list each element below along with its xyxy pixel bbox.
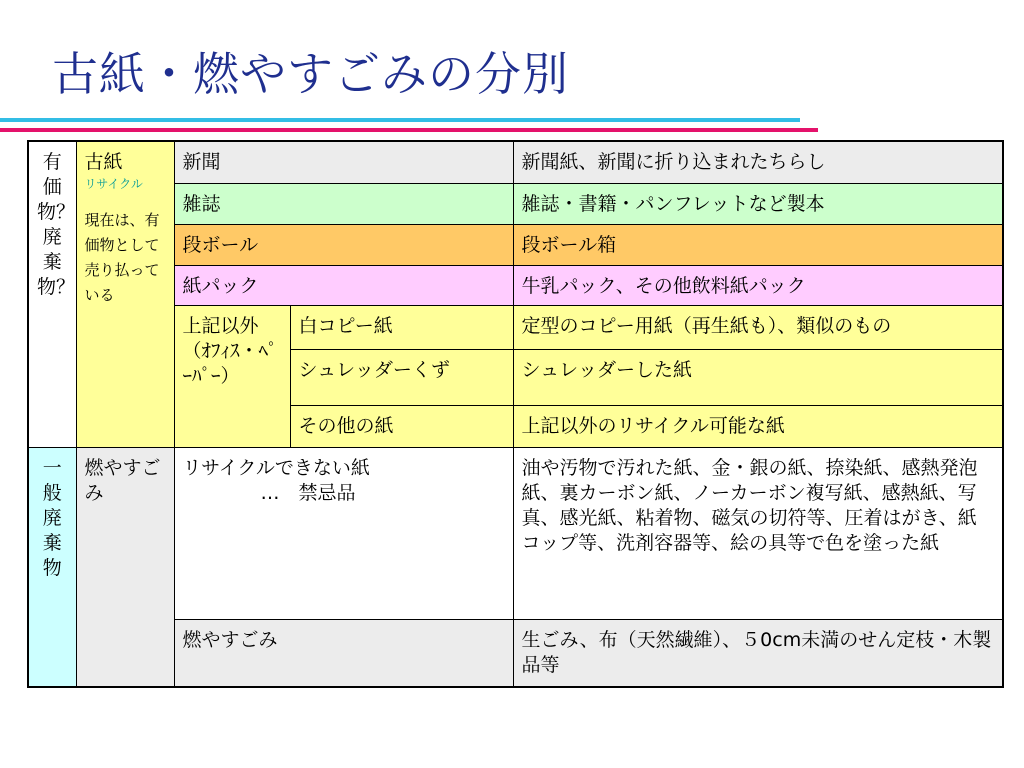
nonrecycle-desc: 油や汚物で汚れた紙、金・銀の紙、捺染紙、感熱発泡紙、裏カーボン紙、ノーカーボン複写紙、感熱紙、写真、感光紙、粘着物、磁気の切符等、圧着はがき、紙コップ等、洗剤容器等、絵の具等で色を塗った紙	[513, 447, 1003, 619]
table-row	[28, 224, 1003, 265]
moyasu-label: 燃やすごみ	[76, 447, 174, 687]
table-row	[28, 305, 1003, 349]
kosi-note: 現在は、有価物として売り払っている	[84, 211, 160, 304]
copy-name: 白コピー紙	[290, 305, 513, 349]
shinbun-name: 新聞	[174, 141, 513, 183]
title-underline-pink	[0, 128, 818, 132]
table-row	[28, 183, 1003, 224]
danbo-desc: 段ボール箱	[513, 224, 1003, 265]
burn-name: 燃やすごみ	[174, 619, 513, 687]
sorting-table	[27, 140, 1004, 688]
page-title: 古紙・燃やすごみの分別	[52, 47, 569, 101]
table-row	[28, 265, 1003, 305]
kosi-cell	[76, 141, 174, 447]
title-underline-cyan	[0, 118, 800, 122]
sonota-desc: 上記以外のリサイクル可能な紙	[513, 405, 1003, 447]
table-row	[28, 141, 1003, 183]
sonota-name: その他の紙	[290, 405, 513, 447]
pack-name: 紙パック	[174, 265, 513, 305]
pack-desc: 牛乳パック、その他飲料紙パック	[513, 265, 1003, 305]
general-waste-label: 一般廃棄物	[28, 447, 76, 687]
valuable-or-waste-label: 有価物？廃棄物？	[28, 141, 76, 447]
burn-desc: 生ごみ、布（天然繊維）、５0cm未満のせん定枝・木製品等	[513, 619, 1003, 687]
nonrecycle-sub: … 禁忌品	[260, 481, 356, 504]
nonrecycle-name: リサイクルできない紙	[182, 456, 370, 479]
kosi-label: 古紙	[84, 151, 123, 173]
other-office-label: 上記以外（ｵﾌｨｽ・ﾍﾟｰﾊﾟｰ）	[174, 305, 290, 447]
shred-name: シュレッダーくず	[290, 349, 513, 405]
table-row	[28, 447, 1003, 619]
danbo-name: 段ボール	[174, 224, 513, 265]
shred-desc: シュレッダーした紙	[513, 349, 1003, 405]
zasshi-desc: 雑誌・書籍・パンフレットなど製本	[513, 183, 1003, 224]
recycle-label: リサイクル	[84, 177, 143, 191]
zasshi-name: 雑誌	[174, 183, 513, 224]
shinbun-desc: 新聞紙、新聞に折り込まれたちらし	[513, 141, 1003, 183]
table-row	[28, 619, 1003, 687]
nonrecycle-cell	[174, 447, 513, 619]
copy-desc: 定型のコピー用紙（再生紙も）、類似のもの	[513, 305, 1003, 349]
